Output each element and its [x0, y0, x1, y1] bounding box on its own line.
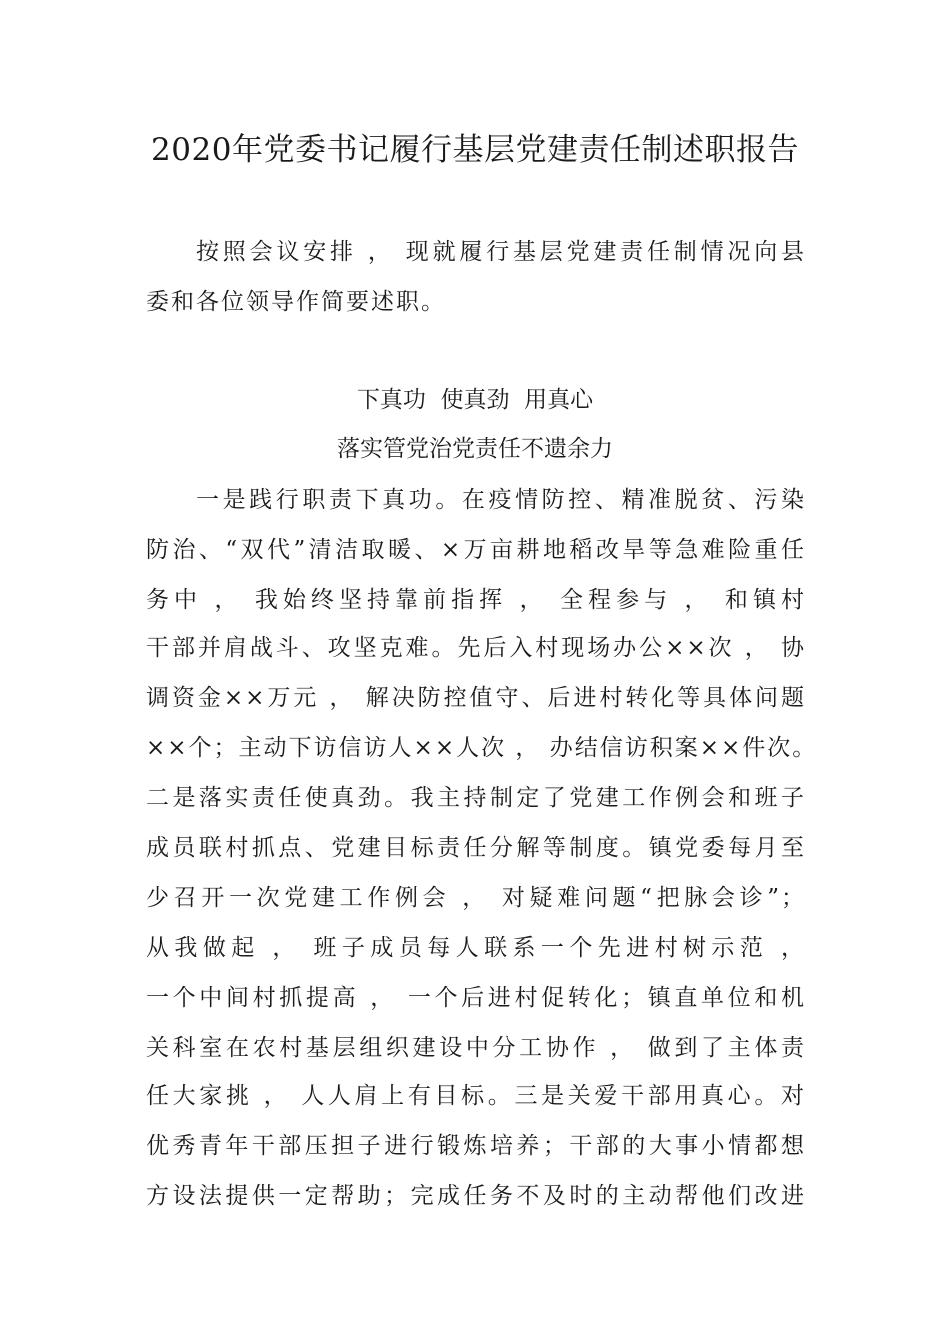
intro-line-2: 委和各位领导作简要述职。	[146, 289, 446, 315]
body-line-7: 二是落实责任使真劲。我主持制定了党建工作例会和班子	[146, 785, 806, 811]
body-line-8: 成员联村抓点、党建目标责任分解等制度。镇党委每月至	[146, 835, 806, 861]
body-line-12: 关科室在农村基层组织建设中分工协作 ， 做到了主体责	[146, 1035, 806, 1061]
body-line-4: 干部并肩战斗、攻坚克难。先后入村现场办公××次 ， 协	[146, 635, 806, 661]
body-line-13: 任大家挑 ， 人人肩上有目标。三是关爱干部用真心。对	[146, 1083, 806, 1109]
body-line-11: 一个中间村抓提高 ， 一个后进村促转化；镇直单位和机	[146, 985, 806, 1011]
section-heading-1: 下真功 使真劲 用真心	[356, 387, 594, 413]
body-line-3: 务中 ， 我始终坚持靠前指挥 ， 全程参与 ， 和镇村	[146, 587, 806, 613]
body-line-15: 方设法提供一定帮助；完成任务不及时的主动帮他们改进	[146, 1183, 806, 1209]
body-line-2: 防治、“双代”清洁取暖、×万亩耕地稻改旱等急难险重任	[146, 537, 806, 563]
section-heading-2: 落实管党治党责任不遗余力	[337, 436, 613, 462]
body-line-5: 调资金××万元 ， 解决防控值守、后进村转化等具体问题	[146, 685, 806, 711]
document-title: 2020年党委书记履行基层党建责任制述职报告	[151, 132, 799, 168]
body-line-6: ××个；主动下访信访人××人次 ， 办结信访积案××件次。	[146, 735, 818, 761]
body-line-10: 从我做起 ， 班子成员每人联系一个先进村树示范 ，	[146, 935, 806, 961]
body-line-1: 一是践行职责下真功。在疫情防控、精准脱贫、污染	[196, 487, 806, 513]
intro-line-1: 按照会议安排 ， 现就履行基层党建责任制情况向县	[196, 239, 806, 265]
body-line-14: 优秀青年干部压担子进行锻炼培养；干部的大事小情都想	[146, 1133, 806, 1159]
body-line-9: 少召开一次党建工作例会 ， 对疑难问题“把脉会诊”；	[146, 885, 806, 911]
